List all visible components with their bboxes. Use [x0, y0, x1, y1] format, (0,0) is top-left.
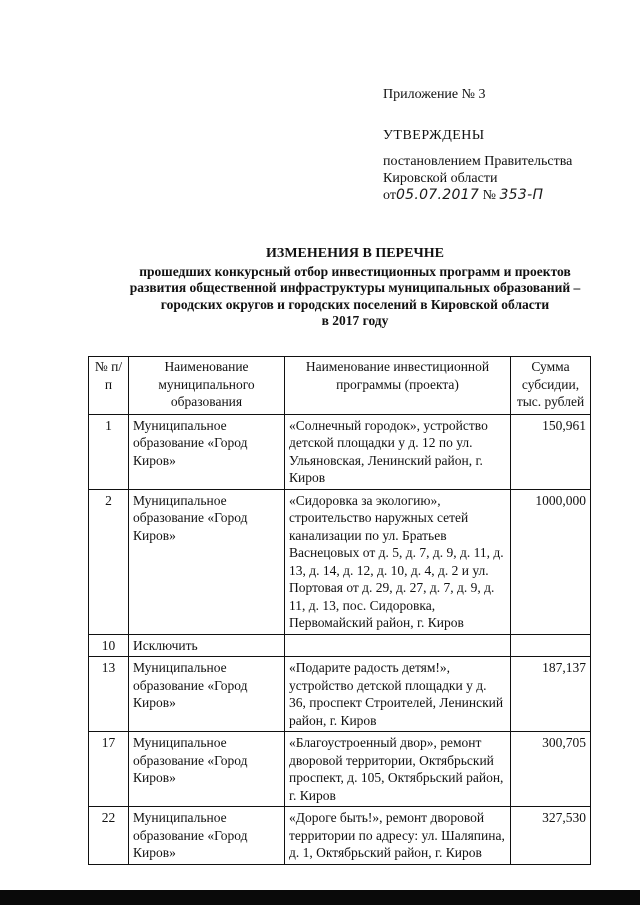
decree-prefix: от [383, 188, 396, 203]
row-num: 13 [89, 657, 129, 732]
row-sum [511, 634, 591, 657]
row-sum: 150,961 [511, 414, 591, 489]
table-row [89, 634, 591, 657]
appendix-label [383, 86, 633, 104]
decree-date: 05.07.2017 [395, 187, 480, 203]
table-header-row [89, 357, 591, 415]
row-municipality: Муниципальное образование «Город Киров» [129, 807, 285, 865]
row-municipality: Муниципальное образование «Город Киров» [129, 657, 285, 732]
row-num: 17 [89, 732, 129, 807]
decree-no-label: № [482, 188, 496, 203]
row-sum: 300,705 [511, 732, 591, 807]
changes-table [88, 356, 591, 865]
row-program: «Подарите радость детям!», устройство детской площадки у д. 36, проспект Строителей, Ленинский район, г. Киров [285, 657, 511, 732]
table-row [89, 657, 591, 732]
table-row [89, 489, 591, 634]
header-sum: Сумма субсидии, тыс. рублей [511, 357, 591, 415]
row-program: «Благоустроенный двор», ремонт дворовой территории, Октябрьский проспект, д. 105, Октябрьский район, г. Киров [285, 732, 511, 807]
row-municipality: Исключить [129, 634, 285, 657]
header-program: Наименование инвестиционной программы (проекта) [285, 357, 511, 415]
row-program: «Солнечный городок», устройство детской площадки у д. 12 по ул. Ульяновская, Ленинский район, г. Киров [285, 414, 511, 489]
row-municipality: Муниципальное образование «Город Киров» [129, 489, 285, 634]
header-municipality: Наименование муниципального образования [129, 357, 285, 415]
title-line-3: городских округов и городских поселений в Кировской области [160, 296, 550, 312]
row-num: 2 [89, 489, 129, 634]
decree-line-1: постановлением Правительства [383, 154, 573, 169]
document-title [60, 246, 640, 330]
decree-number: 353-П [499, 187, 544, 203]
decree-line-2: Кировской области [383, 171, 498, 186]
row-program [285, 634, 511, 657]
row-num: 10 [89, 634, 129, 657]
row-program: «Сидоровка за экологию», строительство наружных сетей канализации по ул. Братьев Васнецовых от д. 5, д. 7, д. 9, д. 11, д. 13, д. 14, д. 12, д. 10, д. 4, д. 2 и ул. Портовая от д. 29, д. 27, д. 7, д. 9, д. 11, д. 13, пос. Сидоровка, Первомайский район, г. Киров [285, 489, 511, 634]
row-sum: 187,137 [511, 657, 591, 732]
table-row [89, 414, 591, 489]
header-num: № п/п [89, 357, 129, 415]
title-line-1: прошедших конкурсный отбор инвестиционных программ и проектов [139, 263, 571, 279]
row-municipality: Муниципальное образование «Город Киров» [129, 732, 285, 807]
title-line-2: развития общественной инфраструктуры муниципальных образований – [129, 280, 581, 295]
row-program: «Дороге быть!», ремонт дворовой территории по адресу: ул. Шаляпина, д. 1, Октябрьский район, г. Киров [285, 807, 511, 865]
table-row [89, 807, 591, 865]
row-num: 22 [89, 807, 129, 865]
scan-edge-bar [0, 890, 640, 905]
row-sum: 327,530 [511, 807, 591, 865]
row-sum: 1000,000 [511, 489, 591, 634]
appendix-number: Приложение № 3 [383, 87, 486, 102]
decree-reference [383, 153, 633, 204]
row-num: 1 [89, 414, 129, 489]
decree-date-number [383, 187, 633, 204]
row-municipality: Муниципальное образование «Город Киров» [129, 414, 285, 489]
table-row [89, 732, 591, 807]
approval-stamp: УТВЕРЖДЕНЫ [383, 128, 485, 143]
title-heading: ИЗМЕНЕНИЯ В ПЕРЕЧНЕ [266, 246, 444, 261]
title-line-4: в 2017 году [321, 313, 389, 328]
